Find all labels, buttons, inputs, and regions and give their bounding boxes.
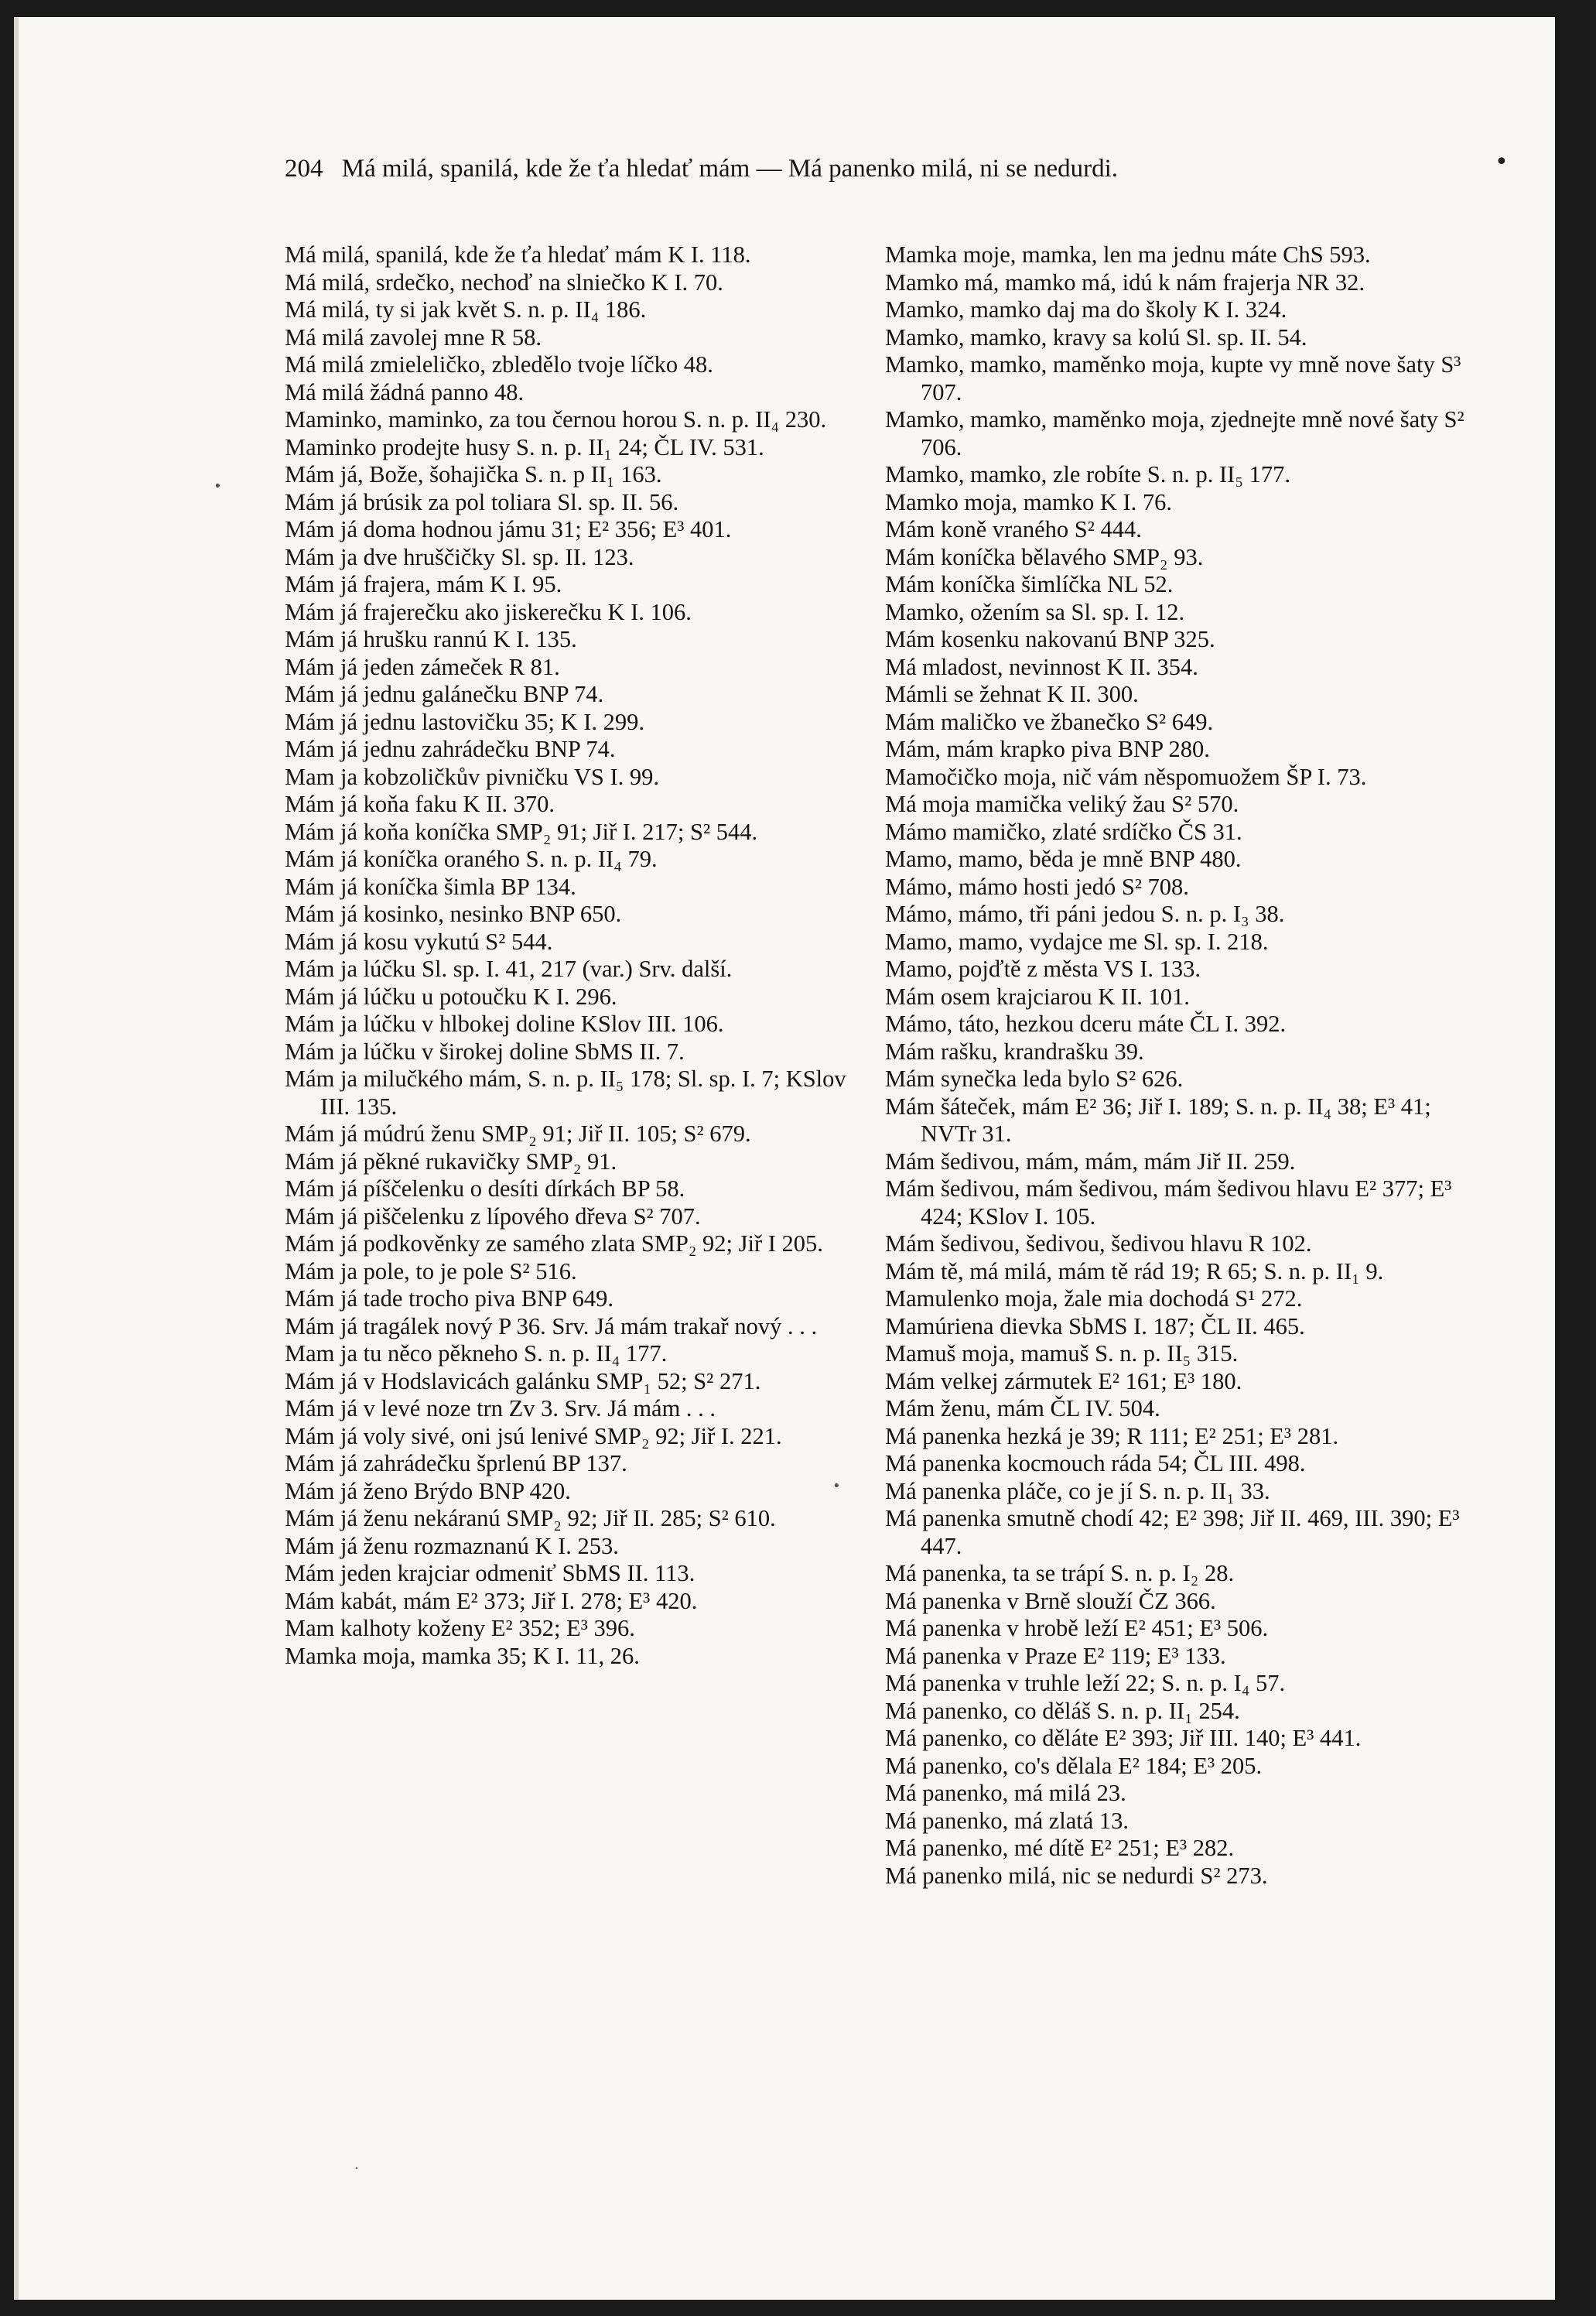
index-entry: Mám ja milučkého mám, S. n. p. II₅ 178; Sl. sp. I. 7; KSlov III. 135. <box>285 1066 846 1120</box>
index-entry: Mám já pěkné rukavičky SMP₂ 91. <box>285 1148 617 1175</box>
index-entry: Mamo, mamo, vydajce me Sl. sp. I. 218. <box>885 928 1269 955</box>
index-entry: Mám maličko ve žbanečko S² 649. <box>885 708 1214 735</box>
index-entry: Mamko má, mamko má, idú k nám frajerja NR 32. <box>885 269 1365 296</box>
index-entry: Mamočičko moja, nič vám něspomuožem ŠP I. 73. <box>885 763 1367 790</box>
index-entry: Má panenka v hrobě leží E² 451; E³ 506. <box>885 1615 1269 1641</box>
index-entry: Mám já v Hodslavicách galánku SMP₁ 52; S² 271. <box>285 1367 761 1394</box>
index-entry: Mám ja lúčku Sl. sp. I. 41, 217 (var.) Srv. další. <box>285 956 733 982</box>
index-entry: Mám jeden krajciar odmeniť SbMS II. 113. <box>285 1560 695 1586</box>
index-entry: Mamko, ožením sa Sl. sp. I. 12. <box>885 598 1185 625</box>
index-entry: Mám já piščelenku z lípového dřeva S² 707. <box>285 1202 701 1230</box>
index-entry: Má panenka kocmouch ráda 54; ČL III. 498. <box>885 1450 1306 1476</box>
page-edge-shadow <box>14 17 19 2300</box>
book-page <box>14 17 1555 2300</box>
index-entry: Mám já ženu nekáranú SMP₂ 92; Jiř II. 285; S² 610. <box>285 1505 776 1531</box>
index-entry: Mám ja pole, to je pole S² 516. <box>285 1257 577 1285</box>
index-entry: Má milá zavolej mne R 58. <box>285 323 542 351</box>
index-entry: Má milá, srdečko, nechoď na slniečko K I. 70. <box>285 269 723 296</box>
index-entry: Mamuš moja, mamuš S. n. p. II₅ 315. <box>885 1340 1239 1367</box>
index-entry: Má panenko, mé dítě E² 251; E³ 282. <box>885 1835 1235 1861</box>
index-entry: Mám já frajerečku ako jiskerečku K I. 106. <box>285 598 692 625</box>
index-entry: Mám synečka leda bylo S² 626. <box>885 1066 1184 1092</box>
index-entry: Má panenka hezká je 39; R 111; E² 251; E³ 281. <box>885 1422 1339 1449</box>
index-entry: Mám já podkověnky ze samého zlata SMP₂ 92; Jiř I 205. <box>285 1230 823 1257</box>
index-entry: Mám šedivou, mám šedivou, mám šedivou hlavu E² 377; E³ 424; KSlov I. 105. <box>885 1175 1452 1230</box>
index-entry: Mám já voly sivé, oni jsú lenivé SMP₂ 92; Jiř I. 221. <box>285 1422 782 1449</box>
index-entry: Má panenko, má zlatá 13. <box>885 1807 1130 1834</box>
index-entry: Mám, mám krapko piva BNP 280. <box>885 736 1210 762</box>
index-entry: Mamko, mamko, zle robíte S. n. p. II₅ 177. <box>885 461 1290 487</box>
index-entry: Mamka moja, mamka 35; K I. 11, 26. <box>285 1642 640 1669</box>
index-entry: Mám já píščelenku o desíti dírkách BP 58. <box>285 1175 685 1202</box>
index-entry: Mámo, mámo, tři páni jedou S. n. p. I₃ 38. <box>885 901 1285 927</box>
index-entry: Má moja mamička veliký žau S² 570. <box>885 791 1239 817</box>
index-entry: Mám já jednu zahrádečku BNP 74. <box>285 736 616 762</box>
index-entry: Má milá, ty si jak květ S. n. p. II₄ 186. <box>285 296 647 323</box>
index-entry: Mám já zahrádečku šprlenú BP 137. <box>285 1450 627 1476</box>
index-entry: Mam ja kobzoličkův pivničku VS I. 99. <box>285 763 659 790</box>
index-entry: Má milá, spanilá, kde že ťa hledať mám K I. 118. <box>285 241 751 268</box>
index-entry: Má panenko, co's dělala E² 184; E³ 205. <box>885 1752 1263 1779</box>
index-entry: Mám já frajera, mám K I. 95. <box>285 571 562 597</box>
print-speck: • <box>832 1478 841 1494</box>
running-header <box>285 155 1383 183</box>
index-entry: Má panenka smutně chodí 42; E² 398; Jiř II. 469, III. 390; E³ 447. <box>885 1505 1460 1559</box>
index-entry: Mám koníčka bělavého SMP₂ 93. <box>885 543 1204 570</box>
index-entry: Mám já jednu galánečku BNP 74. <box>285 681 604 707</box>
index-entry: Mám já koníčka šimla BP 134. <box>285 873 576 900</box>
index-entry: Mám ja lúčku v hlbokej doline KSlov III. 106. <box>285 1011 724 1037</box>
index-entry: Mám já kosu vykutú S² 544. <box>285 928 553 955</box>
index-entry: Mam kalhoty koženy E² 352; E³ 396. <box>285 1615 635 1641</box>
index-entry: Mám velkej zármutek E² 161; E³ 180. <box>885 1367 1242 1394</box>
index-entry: Mamko moja, mamko K I. 76. <box>885 488 1173 515</box>
index-entry: Má panenko milá, nic se nedurdi S² 273. <box>885 1862 1268 1889</box>
index-entry: Mám já ženu rozmaznanú K I. 253. <box>285 1532 619 1559</box>
index-entry: Mám já kosinko, nesinko BNP 650. <box>285 901 622 927</box>
index-entry: Mamulenko moja, žale mia dochodá S¹ 272. <box>885 1285 1303 1312</box>
index-entry: Mamúriena dievka SbMS I. 187; ČL II. 465. <box>885 1312 1305 1339</box>
index-entry: Mámo mamičko, zlaté srdíčko ČS 31. <box>885 818 1242 845</box>
index-entry: Mám rašku, krandrašku 39. <box>885 1038 1144 1065</box>
index-entry: Mám já v levé noze trn Zv 3. Srv. Já mám . . . <box>285 1395 716 1421</box>
index-entry: Má milá zmieleličko, zbledělo tvoje líčko 48. <box>285 351 713 378</box>
index-entry: Mámo, táto, hezkou dceru máte ČL I. 392. <box>885 1011 1287 1037</box>
index-entry: Mám šedivou, mám, mám, mám Jiř II. 259. <box>885 1148 1296 1175</box>
index-entry: Mám já jeden zámeček R 81. <box>285 653 560 680</box>
index-entry: Má mladost, nevinnost K II. 354. <box>885 653 1198 680</box>
print-speck: · <box>354 2160 359 2177</box>
index-entry: Mám já doma hodnou jámu 31; E² 356; E³ 401. <box>285 516 732 542</box>
index-entry: Mamka moje, mamka, len ma jednu máte ChS 593. <box>885 241 1371 268</box>
index-entry: Má panenko, má milá 23. <box>885 1780 1126 1806</box>
index-entry: Mám ženu, mám ČL IV. 504. <box>885 1395 1160 1421</box>
index-entry: Mám ja dve hruščičky Sl. sp. II. 123. <box>285 543 634 570</box>
index-entry: Mamko, mamko, maměnko moja, zjednejte mně nové šaty S² 706. <box>885 406 1464 460</box>
index-entry: Mám já ženo Brýdo BNP 420. <box>285 1477 571 1504</box>
running-title: Má milá, spanilá, kde že ťa hledať mám — Má panenko milá, ni se nedurdi. <box>341 155 1118 183</box>
index-entry: Má panenko, co děláte E² 393; Jiř III. 140; E³ 441. <box>885 1725 1362 1751</box>
index-entry: Mám já múdrú ženu SMP₂ 91; Jiř II. 105; S² 679. <box>285 1120 751 1147</box>
index-entry: Mám já jednu lastovičku 35; K I. 299. <box>285 708 645 735</box>
index-entry: Mám já tade trocho piva BNP 649. <box>285 1285 613 1312</box>
index-entry: Má panenka pláče, co je jí S. n. p. II₁ 33. <box>885 1477 1270 1504</box>
index-entry: Má panenka v Brně slouží ČZ 366. <box>885 1587 1216 1614</box>
index-entry: Má panenko, co děláš S. n. p. II₁ 254. <box>885 1697 1240 1724</box>
index-entry: Mám ja lúčku v širokej doline SbMS II. 7. <box>285 1038 685 1065</box>
index-entry: Mám já koňa koníčka SMP₂ 91; Jiř I. 217; S² 544. <box>285 818 758 845</box>
index-entry: Mám šedivou, šedivou, šedivou hlavu R 102. <box>885 1230 1312 1257</box>
index-entry: Mám kabát, mám E² 373; Jiř I. 278; E³ 420. <box>285 1587 698 1614</box>
index-entry: Mám tě, má milá, mám tě rád 19; R 65; S. n. p. II₁ 9. <box>885 1257 1384 1285</box>
index-entry: Mám já koňa faku K II. 370. <box>285 791 555 817</box>
index-entry: Mám já, Bože, šohajička S. n. p II₁ 163. <box>285 461 662 487</box>
index-entry: Mámo, mámo hosti jedó S² 708. <box>885 873 1189 900</box>
index-entry: Mamo, pojďtě z města VS I. 133. <box>885 956 1201 982</box>
index-entry: Má panenka, ta se trápí S. n. p. I₂ 28. <box>885 1560 1235 1586</box>
index-entry: Mám já koníčka oraného S. n. p. II₄ 79. <box>285 846 658 872</box>
index-entry: Mám já lúčku u potoučku K I. 296. <box>285 983 617 1010</box>
index-entry: Mám já hrušku rannú K I. 135. <box>285 626 577 652</box>
index-column-left <box>285 241 857 1670</box>
index-entry: Mam ja tu něco pěkneho S. n. p. II₄ 177. <box>285 1340 668 1367</box>
index-entry: Má milá žádná panno 48. <box>285 378 525 405</box>
index-entry: Má panenka v truhle leží 22; S. n. p. I₄ 57. <box>885 1670 1286 1696</box>
index-entry: Maminko prodejte husy S. n. p. II₁ 24; ČL IV. 531. <box>285 433 764 460</box>
index-entry: Mamo, mamo, běda je mně BNP 480. <box>885 846 1242 872</box>
index-entry: Má panenka v Praze E² 119; E³ 133. <box>885 1642 1226 1669</box>
print-speck-dot: • <box>1495 149 1509 176</box>
index-entry: Mamko, mamko, maměnko moja, kupte vy mně nove šaty S³ 707. <box>885 351 1461 405</box>
index-entry: Mám osem krajciarou K II. 101. <box>885 983 1190 1010</box>
index-entry: Mamko, mamko daj ma do školy K I. 324. <box>885 296 1287 323</box>
page-number: 204 <box>285 155 323 183</box>
index-entry: Mám já brúsik za pol toliara Sl. sp. II. 56. <box>285 488 679 515</box>
index-column-right <box>885 241 1469 1890</box>
index-entry: Mám koníčka šimlíčka NL 52. <box>885 571 1174 597</box>
index-entry: Mamko, mamko, kravy sa kolú Sl. sp. II. 54. <box>885 323 1307 351</box>
index-entry: Mám koně vraného S² 444. <box>885 516 1142 542</box>
print-speck: • <box>214 478 222 494</box>
index-entry: Mám kosenku nakovanú BNP 325. <box>885 626 1215 652</box>
index-entry: Mám já tragálek nový P 36. Srv. Já mám trakař nový . . . <box>285 1312 818 1339</box>
index-entry: Mámli se žehnat K II. 300. <box>885 681 1139 707</box>
index-entry: Maminko, maminko, za tou černou horou S. n. p. II₄ 230. <box>285 406 827 433</box>
index-entry: Mám šáteček, mám E² 36; Jiř I. 189; S. n. p. II₄ 38; E³ 41; NVTr 31. <box>885 1093 1431 1147</box>
